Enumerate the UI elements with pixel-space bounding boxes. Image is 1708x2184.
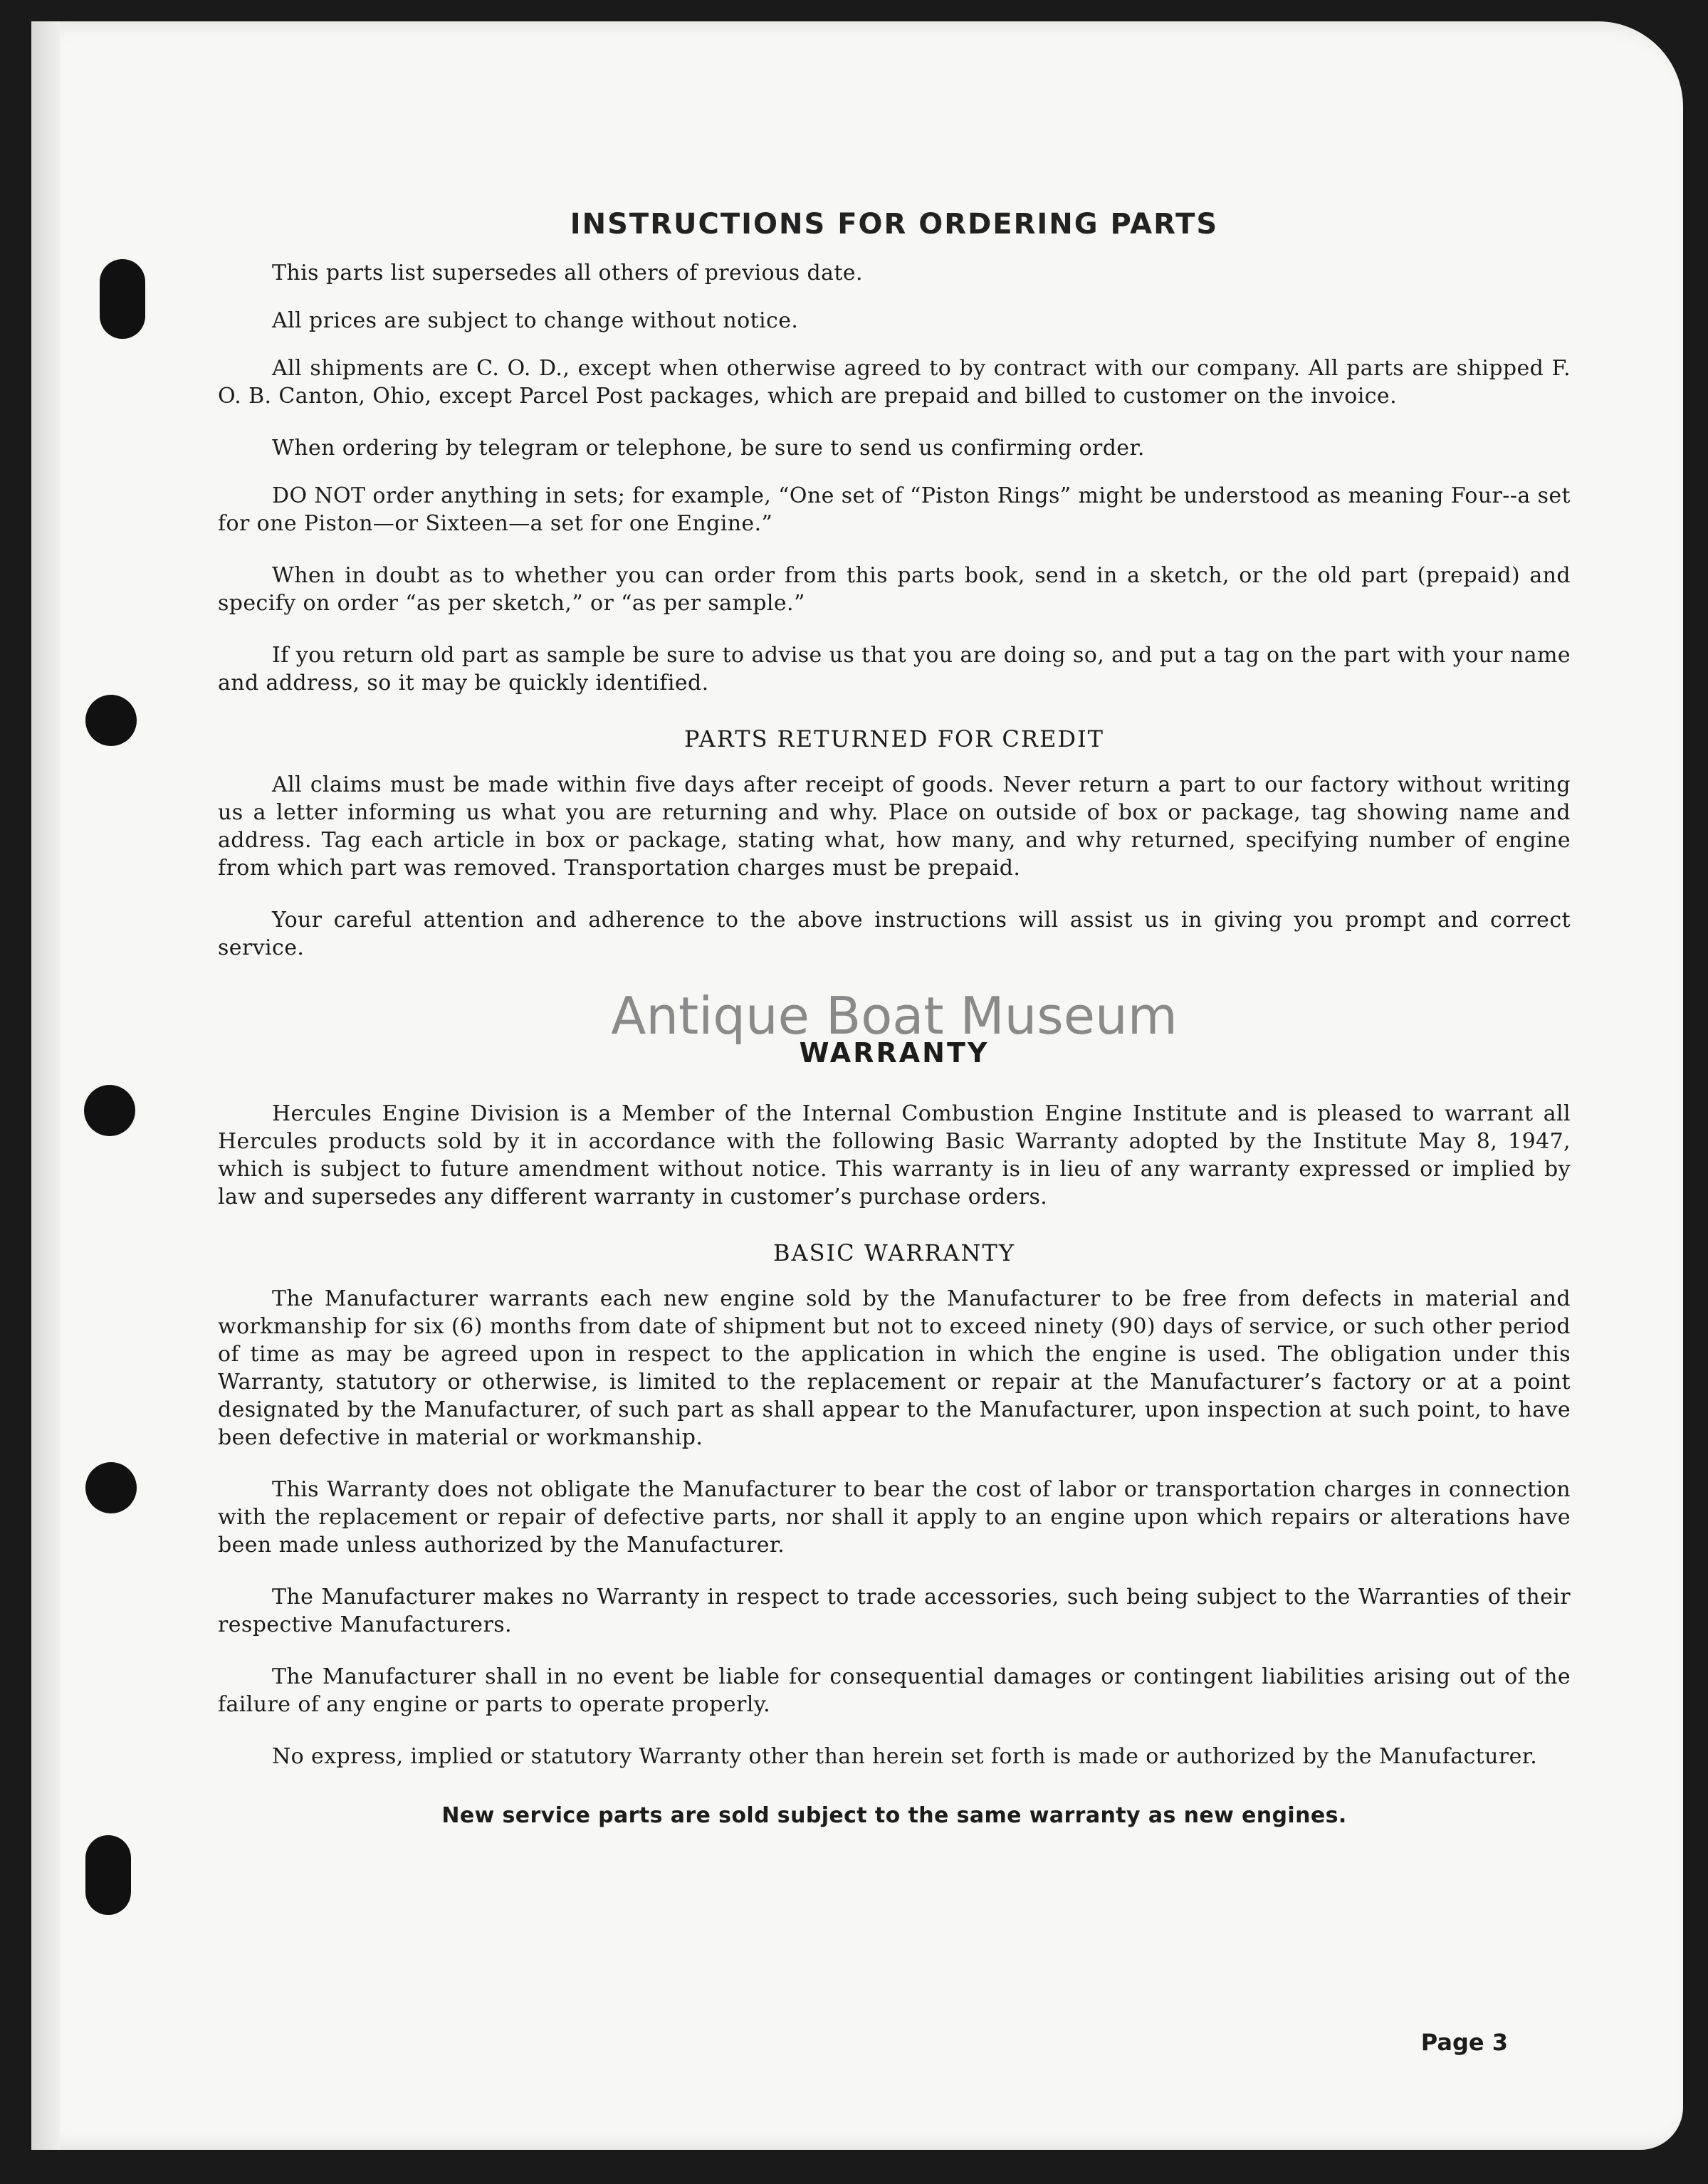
- ordering-paragraph: If you return old part as sample be sure to advise us that you are doing so, and put a tag on the part with your name and address, so it may be quickly identified.: [218, 643, 1571, 695]
- credit-paragraph: Your careful attention and adherence to the above instructions will assist us in giving you prompt and correct service.: [218, 908, 1571, 960]
- binder-hole: [85, 1835, 131, 1915]
- document-page: [31, 21, 1683, 2150]
- basic-warranty-paragraph: This Warranty does not obligate the Manufacturer to bear the cost of labor or transportation charges in connection with the replacement or repair of defective parts, nor shall it apply to an engine upon which repairs or alterations have been made unless authorized by the Manufacturer.: [218, 1477, 1571, 1558]
- ordering-paragraph: When ordering by telegram or telephone, be sure to send us confirming order.: [272, 436, 1145, 461]
- ordering-paragraph: When in doubt as to whether you can order from this parts book, send in a sketch, or the old part (prepaid) and specify on order “as per sketch,” or “as per sample.”: [218, 563, 1571, 616]
- basic-warranty-paragraph: The Manufacturer warrants each new engine sold by the Manufacturer to be free from defects in material and workmanship for six (6) months from date of shipment but not to exceed ninety (90) days of service, or such other period of time as may be agreed upon in respect to the application in which the engine is used. The obligation under this Warranty, statutory or otherwise, is limited to the replacement or repair at the Manufacturer’s factory or at a point designated by the Manufacturer, of such part as shall appear to the Manufacturer, upon inspection at such point, to have been defective in material or workmanship.: [218, 1286, 1571, 1450]
- ordering-paragraph: All prices are subject to change without notice.: [272, 308, 799, 333]
- ordering-paragraph: This parts list supersedes all others of previous date.: [272, 261, 863, 285]
- binder-hole: [100, 259, 145, 339]
- binder-hole: [85, 695, 137, 746]
- credit-paragraph: All claims must be made within five days after receipt of goods. Never return a part to our factory without writing us a letter informing us what you are returning and why. Place on outside of box or package, tag showing name and address. Tag each article in box or package, stating what, how many, and why returned, specifying number of engine from which part was removed. Transportation charges must be prepaid.: [218, 772, 1571, 881]
- closing-statement: New service parts are sold subject to the same warranty as new engines.: [441, 1803, 1347, 1828]
- warranty-paragraph: Hercules Engine Division is a Member of the Internal Combustion Engine Institute and is pleased to warrant all Hercules products sold by it in accordance with the following Basic Warranty adopted by the Institute May 8, 1947, which is subject to future amendment without notice. This warranty is in lieu of any warranty expressed or implied by law and supersedes any different warranty in customer’s purchase orders.: [218, 1101, 1571, 1209]
- credit-heading: PARTS RETURNED FOR CREDIT: [684, 725, 1104, 752]
- basic-warranty-heading: BASIC WARRANTY: [772, 1239, 1015, 1266]
- page-number: Page 3: [1420, 2029, 1508, 2056]
- museum-watermark: Antique Boat Museum: [611, 986, 1178, 1046]
- ordering-paragraph: All shipments are C. O. D., except when otherwise agreed to by contract with our company. All parts are shipped F. O. B. Canton, Ohio, except Parcel Post packages, which are prepaid and billed to customer on the invoice.: [218, 356, 1571, 409]
- basic-warranty-paragraph: The Manufacturer makes no Warranty in respect to trade accessories, such being subject to the Warranties of their respective Manufacturers.: [218, 1585, 1571, 1637]
- basic-warranty-paragraph: The Manufacturer shall in no event be liable for consequential damages or contingent liabilities arising out of the failure of any engine or parts to operate properly.: [218, 1664, 1571, 1717]
- page-title: INSTRUCTIONS FOR ORDERING PARTS: [570, 208, 1219, 241]
- ordering-paragraph: DO NOT order anything in sets; for example, “One set of “Piston Rings” might be understood as meaning Four--a set for one Piston—or Sixteen—a set for one Engine.”: [218, 483, 1571, 536]
- basic-warranty-paragraph: No express, implied or statutory Warranty other than herein set forth is made or authorized by the Manufacturer.: [272, 1744, 1538, 1769]
- warranty-heading: WARRANTY: [799, 1037, 990, 1069]
- binder-hole: [85, 1462, 137, 1513]
- page-content: [218, 208, 1571, 1854]
- binder-hole: [84, 1085, 135, 1136]
- binding-edge: [31, 21, 60, 2150]
